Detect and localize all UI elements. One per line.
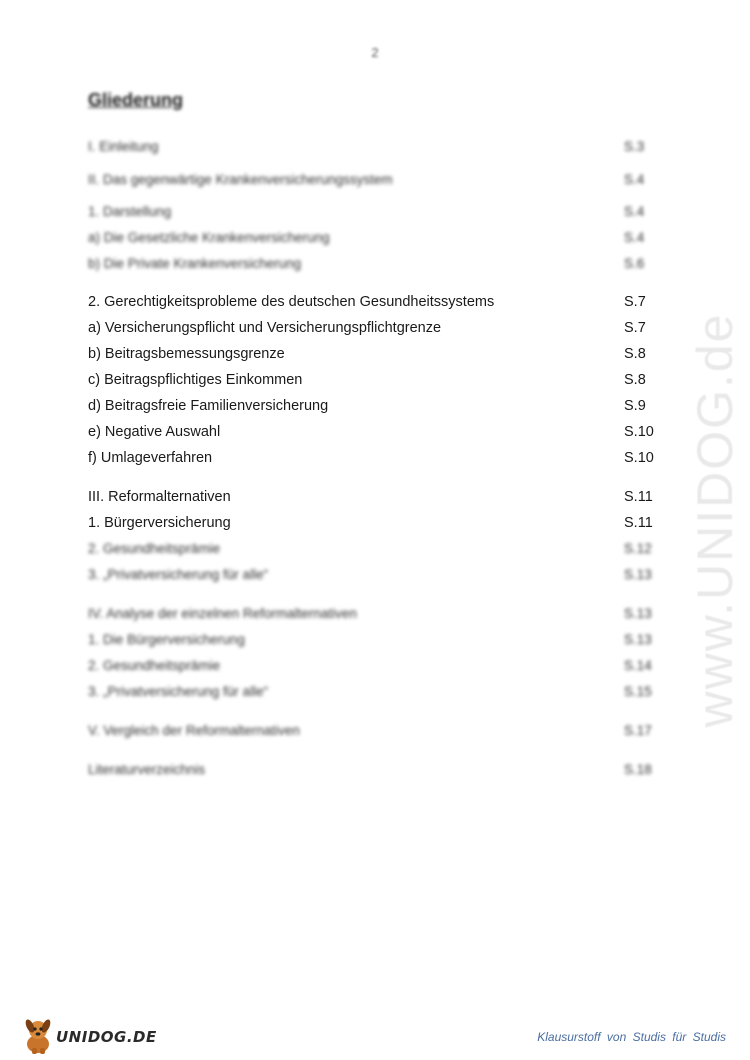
- toc-entry-page: S.11: [624, 515, 653, 531]
- toc-entry-label: 3. „Privatversicherung für alle“: [88, 684, 269, 699]
- toc-row: [88, 292, 656, 312]
- toc-entry-label: I. Einleitung: [88, 139, 159, 154]
- toc-row: [88, 539, 656, 559]
- toc-entry-page: S.4: [624, 230, 645, 245]
- watermark: www.UNIDOG.de: [687, 312, 743, 728]
- page-number: 2: [371, 45, 379, 60]
- toc-entry-page: S.9: [624, 398, 646, 414]
- toc-entry-label: 2. Gesundheitsprämie: [88, 658, 221, 673]
- toc-row: [88, 228, 656, 248]
- toc-row: [88, 604, 656, 624]
- toc-row: [88, 682, 656, 702]
- toc-entry-label: 1. Darstellung: [88, 204, 172, 219]
- toc-entry-label: e) Negative Auswahl: [88, 424, 221, 440]
- toc-entry-label: 1. Bürgerversicherung: [88, 515, 231, 531]
- footer-tagline: Klausurstoff von Studis für Studis: [537, 1030, 726, 1044]
- toc-entry-page: S.10: [624, 424, 654, 440]
- toc-row: [88, 487, 656, 507]
- toc-entry-label: 1. Die Bürgerversicherung: [88, 632, 245, 647]
- toc-entry-page: S.3: [624, 139, 645, 154]
- toc-row: [88, 513, 656, 533]
- toc-entry-page: S.17: [624, 723, 652, 738]
- toc-entry-label: b) Beitragsbemessungsgrenze: [88, 346, 285, 362]
- toc-entry-label: c) Beitragspflichtiges Einkommen: [88, 372, 303, 388]
- toc-entry-label: IV. Analyse der einzelnen Reformalternativen: [88, 606, 357, 621]
- toc-row: [88, 448, 656, 468]
- toc-entry-label: 2. Gesundheitsprämie: [88, 541, 221, 556]
- toc-row: [88, 137, 656, 157]
- toc-entry-page: S.4: [624, 204, 645, 219]
- toc-entry-page: S.8: [624, 372, 646, 388]
- toc-entry-page: S.13: [624, 632, 652, 647]
- toc-entry-label: a) Die Gesetzliche Krankenversicherung: [88, 230, 330, 245]
- toc-entry-label: b) Die Private Krankenversicherung: [88, 256, 302, 271]
- toc-entry-page: S.6: [624, 256, 645, 271]
- toc-entry-page: S.14: [624, 658, 652, 673]
- toc-row: [88, 170, 656, 190]
- toc-row: [88, 422, 656, 442]
- toc-entry-page: S.8: [624, 346, 646, 362]
- toc-row: [88, 721, 656, 741]
- toc-entry-label: a) Versicherungspflicht und Versicherungspflichtgrenze: [88, 320, 442, 336]
- toc-entry-page: S.11: [624, 489, 653, 505]
- toc-row: [88, 760, 656, 780]
- brand-logo[interactable]: [22, 1016, 162, 1056]
- toc-entry-page: S.13: [624, 567, 652, 582]
- toc-entry-page: S.7: [624, 320, 646, 336]
- toc-row: [88, 202, 656, 222]
- toc-entry-page: S.4: [624, 172, 645, 187]
- toc-row: [88, 370, 656, 390]
- toc-entry-label: d) Beitragsfreie Familienversicherung: [88, 398, 329, 414]
- toc-entry-page: S.10: [624, 450, 654, 466]
- toc-entry-page: S.18: [624, 762, 652, 777]
- dog-mascot-icon: [22, 1016, 56, 1056]
- toc-entry-label: III. Reformalternativen: [88, 489, 231, 505]
- toc-row: [88, 396, 656, 416]
- toc-entry-page: S.13: [624, 606, 652, 621]
- toc-entry-label: f) Umlageverfahren: [88, 450, 213, 466]
- toc-entry-page: S.12: [624, 541, 652, 556]
- toc-row: [88, 630, 656, 650]
- toc-entry-label: 3. „Privatversicherung für alle“: [88, 567, 269, 582]
- toc-entry-page: S.7: [624, 294, 646, 310]
- toc-row: [88, 565, 656, 585]
- toc-entry-label: II. Das gegenwärtige Krankenversicherungssystem: [88, 172, 393, 187]
- toc-row: [88, 344, 656, 364]
- toc-entry-page: S.15: [624, 684, 652, 699]
- brand-name: UNIDOG.DE: [56, 1028, 157, 1046]
- toc-row: [88, 656, 656, 676]
- toc-entry-label: Literaturverzeichnis: [88, 762, 206, 777]
- toc-row: [88, 318, 656, 338]
- toc-entry-label: 2. Gerechtigkeitsprobleme des deutschen Gesundheitssystems: [88, 294, 495, 310]
- toc-entry-label: V. Vergleich der Reformalternativen: [88, 723, 300, 738]
- page-title: Gliederung: [88, 90, 184, 110]
- toc-row: [88, 254, 656, 274]
